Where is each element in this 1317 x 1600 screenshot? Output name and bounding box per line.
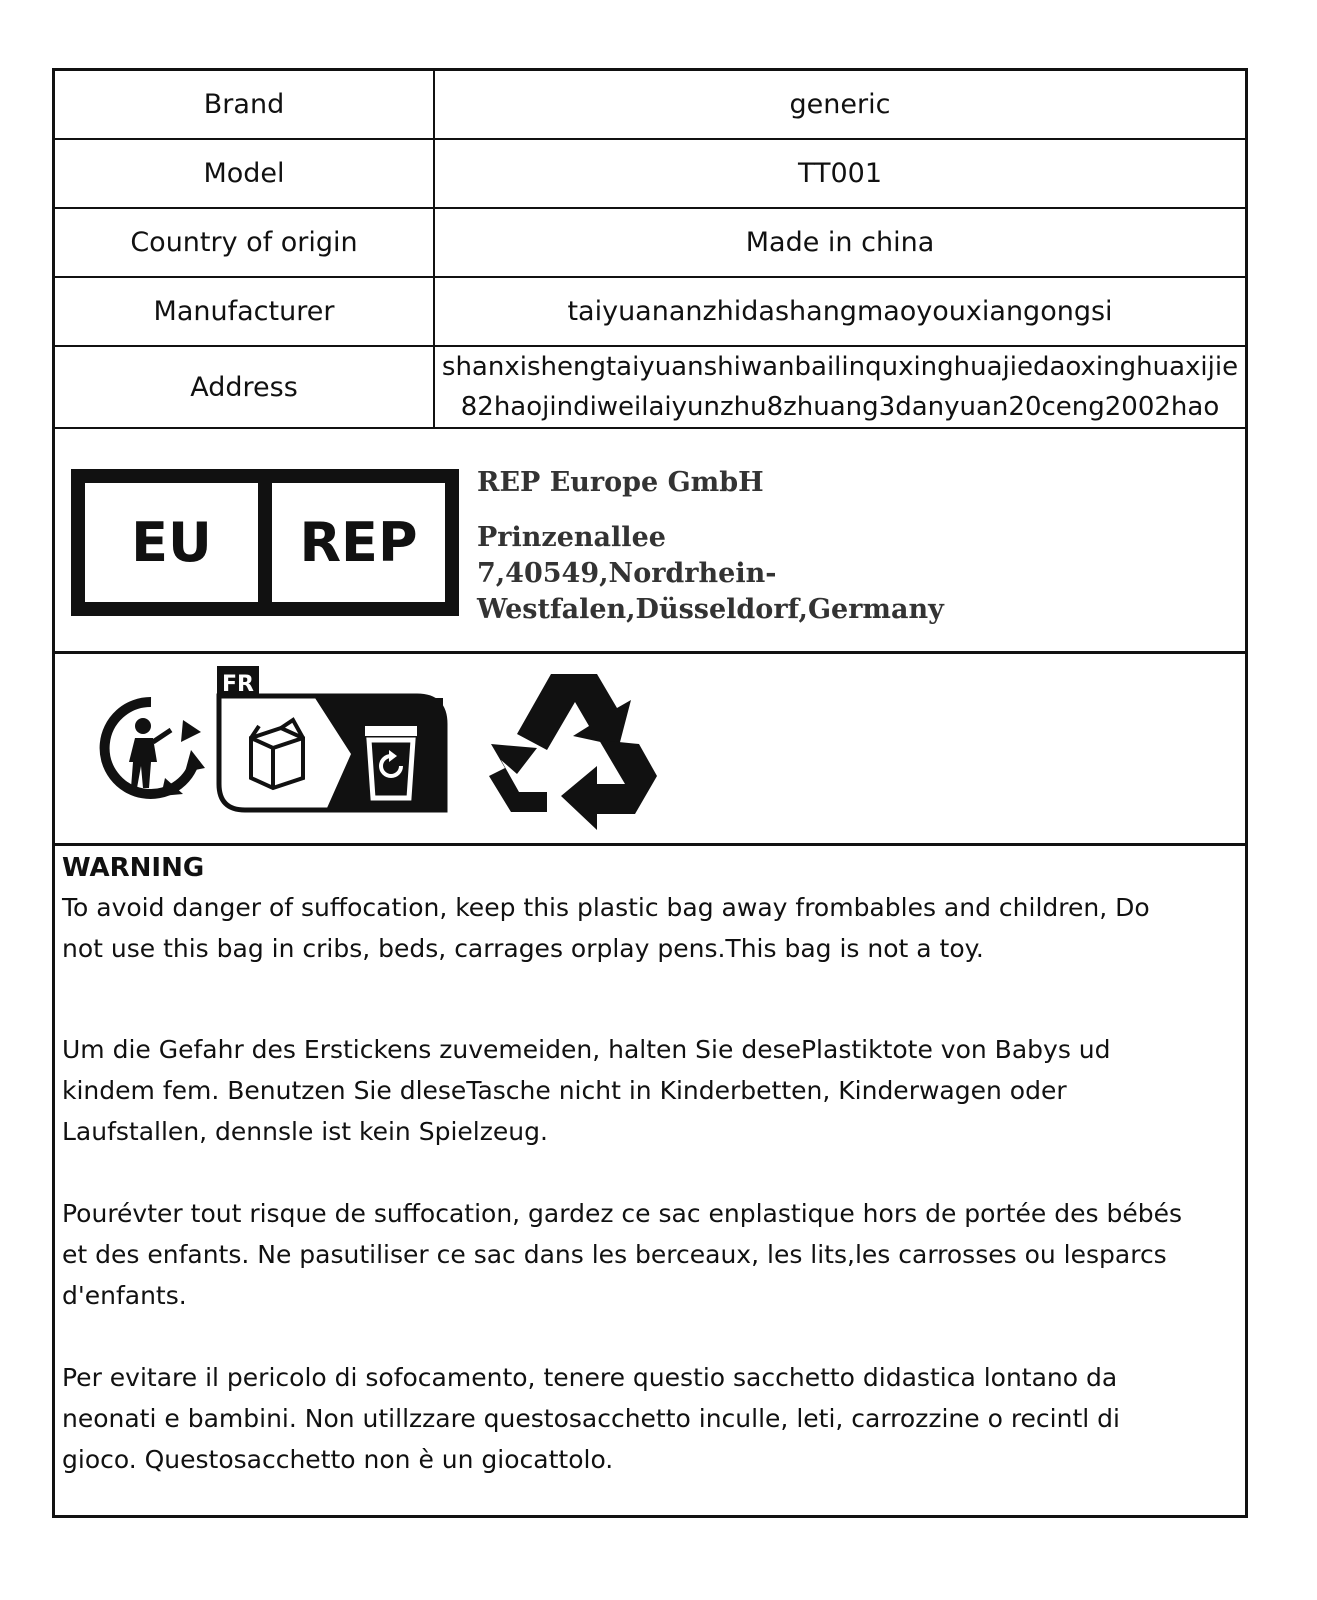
warning-german xyxy=(62,1029,1212,1152)
warning-section xyxy=(62,849,1212,1480)
eu-rep-address-line-2: Westfalen,Düsseldorf,Germany xyxy=(477,594,944,625)
eu-rep-logo-rep: REP xyxy=(299,511,418,574)
brand-label: Brand xyxy=(55,71,434,139)
address-line-2: 82haojindiweilaiyunzhu8zhuang3danyuan20ceng2002hao xyxy=(460,392,1220,422)
manufacturer-label: Manufacturer xyxy=(55,277,434,346)
warning-en-line: To avoid danger of suffocation, keep this plastic bag away frombables and children, Do xyxy=(62,893,1150,922)
brand-value: generic xyxy=(434,71,1245,139)
warning-english xyxy=(62,887,1212,969)
product-label-sheet xyxy=(52,68,1248,1518)
triman-icon xyxy=(95,692,207,804)
warning-de-line: Laufstallen, dennsle ist kein Spielzeug. xyxy=(62,1117,548,1146)
warning-fr-line: et des enfants. Ne pasutiliser ce sac dans les berceaux, les lits,les carrosses ou lesparcs xyxy=(62,1240,1167,1269)
warning-title: WARNING xyxy=(62,853,205,883)
table-row xyxy=(55,139,1245,208)
warning-en-line: not use this bag in cribs, beds, carrages orplay pens.This bag is not a toy. xyxy=(62,934,984,963)
model-label: Model xyxy=(55,139,434,208)
address-line-1: shanxishengtaiyuanshiwanbailinquxinghuajiedaoxinghuaxijie xyxy=(441,352,1239,382)
warning-de-line: Um die Gefahr des Erstickens zuvemeiden, halten Sie desePlastiktote von Babys ud xyxy=(62,1035,1111,1064)
eu-rep-address-line-1: Prinzenallee 7,40549,Nordrhein- xyxy=(477,522,777,589)
warning-fr-line: d'enfants. xyxy=(62,1281,187,1310)
country-value: Made in china xyxy=(434,208,1245,277)
table-row xyxy=(55,208,1245,277)
eu-rep-logo-divider xyxy=(258,483,272,602)
warning-it-line: gioco. Questosacchetto non è un giocattolo. xyxy=(62,1445,614,1474)
model-value: TT001 xyxy=(434,139,1245,208)
eu-rep-logo-eu: EU xyxy=(131,511,212,574)
product-info-table xyxy=(55,71,1245,429)
address-value xyxy=(434,346,1245,428)
warning-french xyxy=(62,1193,1212,1316)
table-row xyxy=(55,71,1245,139)
eu-rep-company: REP Europe GmbH xyxy=(477,467,764,498)
table-row xyxy=(55,277,1245,346)
address-label: Address xyxy=(55,346,434,428)
manufacturer-value: taiyuananzhidashangmaoyouxiangongsi xyxy=(434,277,1245,346)
table-row xyxy=(55,346,1245,428)
eu-rep-contact xyxy=(477,467,957,628)
info-tri-icon xyxy=(215,666,449,814)
fr-label: FR xyxy=(222,672,254,697)
warning-fr-line: Pourévter tout risque de suffocation, gardez ce sac enplastique hors de portée des bébés xyxy=(62,1199,1182,1228)
warning-italian xyxy=(62,1357,1212,1480)
eu-rep-section xyxy=(55,417,1245,654)
country-label: Country of origin xyxy=(55,208,434,277)
warning-it-line: Per evitare il pericolo di sofocamento, tenere questio sacchetto didastica lontano da xyxy=(62,1363,1118,1392)
warning-it-line: neonati e bambini. Non utillzzare questosacchetto inculle, leti, carrozzine o recintl di xyxy=(62,1404,1120,1433)
warning-de-line: kindem fem. Benutzen Sie dleseTasche nicht in Kinderbetten, Kinderwagen oder xyxy=(62,1076,1067,1105)
eu-rep-logo xyxy=(71,469,459,616)
recycle-icon xyxy=(489,664,659,834)
recycling-symbols-section xyxy=(55,654,1245,846)
